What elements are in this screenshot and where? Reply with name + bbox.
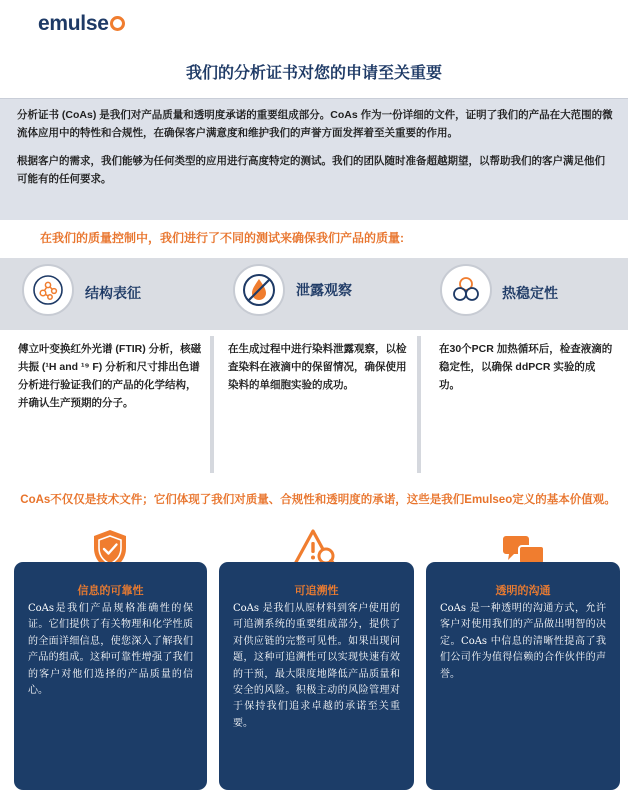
- value-card-reliability: [14, 562, 207, 790]
- value-card-communication: [426, 562, 620, 790]
- circles-icon: [440, 264, 492, 316]
- values-statement: CoAs不仅仅是技术文件；它们体现了我们对质量、合规性和透明度的承诺，这些是我们Emulseo定义的基本价值观。: [20, 494, 616, 506]
- test-title: 泄露观察: [296, 282, 352, 298]
- value-card-traceability: [219, 562, 414, 790]
- test-description: 傅立叶变换红外光谱 (FTIR) 分析，核磁共振 (¹H and ¹⁹ F) 分析和尺寸排出色谱分析进行验证我们的产品的化学结构，并确认生产预期的分子。: [18, 343, 202, 409]
- value-title: 透明的沟通: [495, 585, 551, 597]
- value-title: 可追溯性: [294, 585, 339, 597]
- test-description: 在30个PCR 加热循环后，检查液滴的稳定性，以确保 ddPCR 实验的成功。: [439, 343, 613, 391]
- intro-section: [0, 98, 628, 220]
- droplet-icon: [233, 264, 285, 316]
- column-divider: [210, 336, 214, 473]
- value-title: 信息的可靠性: [77, 585, 144, 597]
- test-card-leakage: [233, 264, 438, 330]
- logo-o-ring: [110, 16, 125, 31]
- tests-heading: 在我们的质量控制中，我们进行了不同的测试来确保我们产品的质量:: [40, 231, 404, 245]
- molecule-icon: [22, 264, 74, 316]
- value-text: CoAs 是我们从原材料到客户使用的可追溯系统的重要组成部分，提供了对供应链的完整可见性。如果出现问题，这种可追溯性可以实现快速有效的干预，最大限度地降低产品质量和安全的风险。积极主动的风险管理对于保持我们追求卓越的承诺至关重要。: [233, 603, 400, 729]
- intro-top-rule: [0, 98, 628, 99]
- emulseo-logo: [38, 12, 125, 36]
- test-title: 热稳定性: [502, 285, 558, 301]
- test-description: 在生成过程中进行染料泄露观察，以检查染料在液滴中的保留情况，确保使用染料的单细胞实验的成功。: [228, 343, 407, 391]
- page-title: 我们的分析证书对您的申请至关重要: [185, 65, 442, 82]
- test-title: 结构表征: [85, 285, 141, 301]
- logo-text: emulse: [38, 12, 109, 35]
- value-text: CoAs是我们产品规格准确性的保证。它们提供了有关物理和化学性质的全面详细信息，使您深入了解我们产品的组成。这种可靠性增强了我们的客户对他们选择的产品质量的信心。: [28, 603, 193, 697]
- test-card-thermal: [440, 264, 628, 330]
- test-card-structure: [22, 264, 227, 330]
- intro-paragraph: 分析证书 (CoAs) 是我们对产品质量和透明度承诺的重要组成部分。CoAs 作为一份详细的文件，证明了我们的产品在大范围的微流体应用中的特性和合规性，在确保客户满意度和维护我们的声誉方面发挥着至关重要的作用。: [17, 109, 613, 139]
- column-divider: [417, 336, 421, 473]
- value-text: CoAs 是一种透明的沟通方式，允许客户对使用我们的产品做出明智的决定。CoAs 中信息的清晰性提高了我们公司作为值得信赖的合作伙伴的声誉。: [440, 603, 606, 680]
- intro-paragraph: 根据客户的需求，我们能够为任何类型的应用进行高度特定的测试。我们的团队随时准备超越期望，以帮助我们的客户满足他们可能有的任何要求。: [17, 155, 605, 185]
